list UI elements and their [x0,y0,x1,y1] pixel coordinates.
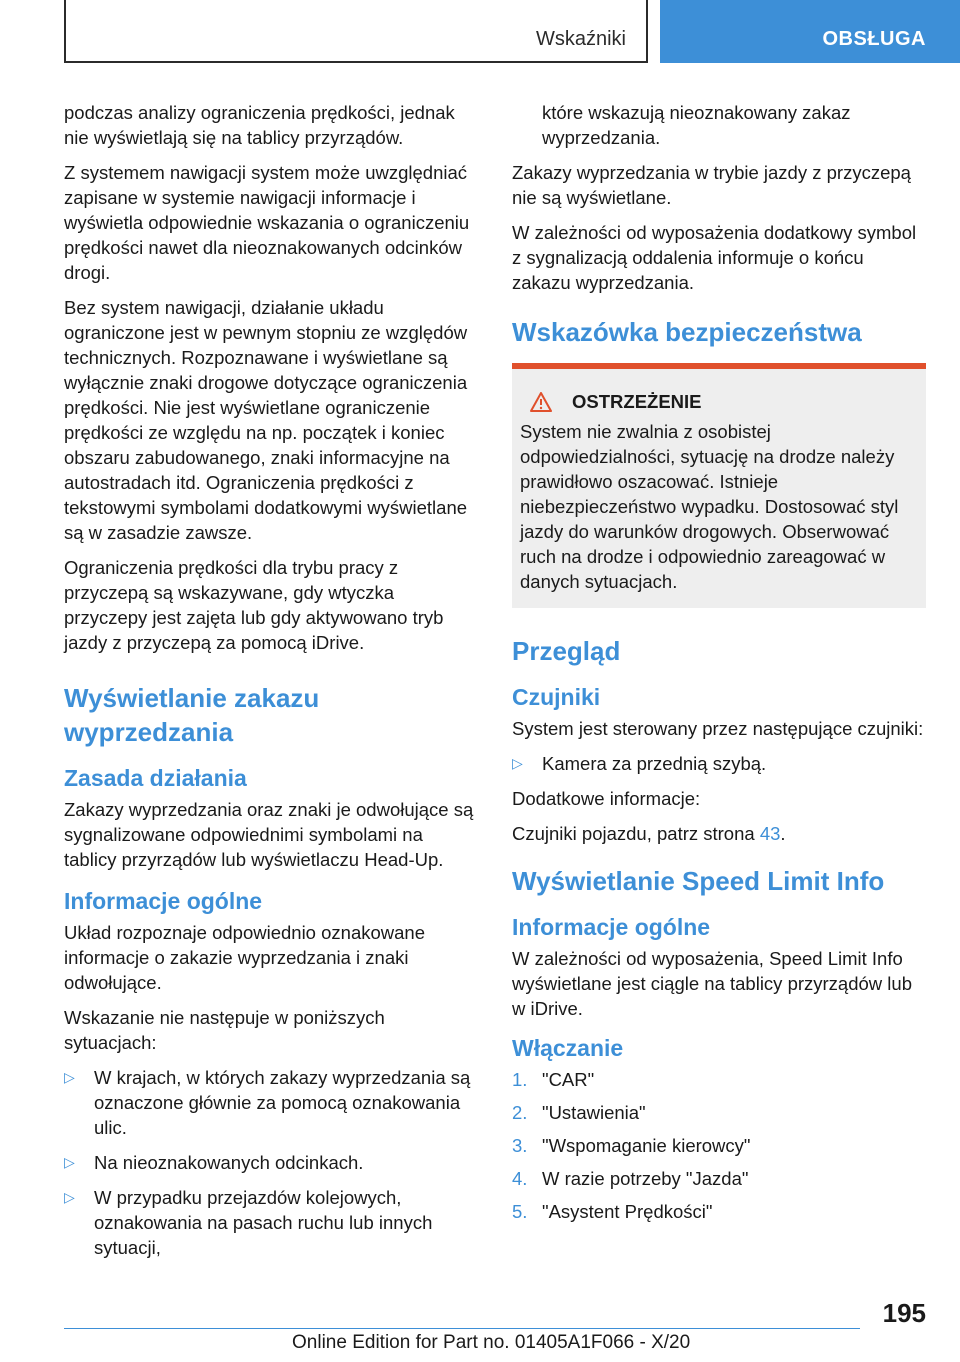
heading-safety-note: Wskazówka bezpieczeństwa [512,317,862,347]
triangle-right-icon: ▷ [512,755,523,771]
paragraph: Ograniczenia prędkości dla trybu pracy z przyczepą są wskazywane, gdy wtyczka przyczepy jest zajęta lub gdy aktywowano tryb jazdy z przyczepą za pomocą iDrive. [64,557,444,653]
warning-triangle-icon [530,392,552,412]
list-item: ▷ Na nieoznakowanych odcinkach. [64,1152,364,1173]
triangle-right-icon: ▷ [64,1069,75,1085]
left-column [64,100,478,1270]
heading-general-info: Informacje ogólne [512,914,711,940]
triangle-right-icon: ▷ [64,1189,75,1205]
heading-speed-limit-info: Wyświetlanie Speed Limit Info [512,866,885,896]
paragraph: Zakazy wyprzedzania w trybie jazdy z przyczepą nie są wyświetlane. [512,162,911,208]
heading-sensors: Czujniki [512,684,601,710]
page-link[interactable]: 43 [759,823,781,844]
list-item: 4. W razie potrzeby "Jazda" [512,1168,749,1189]
paragraph: System jest sterowany przez następujące czujniki: [512,718,924,739]
situation-list [64,1065,478,1260]
warning-header [520,391,918,413]
list-item: ▷ Kamera za przednią szybą. [512,753,767,774]
chapter-tab[interactable] [660,0,960,63]
paragraph: Zakazy wyprzedzania oraz znaki je odwołujące są sygnalizowane odpowiednimi symbolami na tablicy przyrządów lub wyświetlaczu Head-Up. [64,799,474,870]
list-item: 3. "Wspomaganie kierowcy" [512,1135,751,1156]
paragraph: Bez system nawigacji, działanie układu ograniczone jest w pewnym stopniu ze względów technicznych. Rozpoznawane i wyświetlane są wyłącznie znaki drogowe dotyczące ograniczenia prędkości. Nie jest wyświetlane ograniczenie prędkości ze względu na np. początek i koniec obszaru zabudowanego, znaki informacyjne na autostradach itd. Ograniczenia prędkości z tekstowymi symbolami dodatkowymi wyświetlane są w zasadzie zawsze. [64,297,468,543]
paragraph: Układ rozpoznaje odpowiednio oznakowane informacje o zakazie wyprzedzania i znaki odwołujące. [64,922,425,993]
steps-list [512,1067,926,1224]
heading-enable: Włączanie [512,1035,624,1061]
footer-divider [64,1328,860,1329]
section-title: Wskaźniki [535,28,626,50]
edition-note: Online Edition for Part no. 01405A1F066 - X/20 [292,1332,691,1353]
paragraph: Dodatkowe informacje: [512,788,701,809]
paragraph-continued: które wskazują nieoznakowany zakaz wyprzedzania. [542,102,851,148]
list-item: ▷ W krajach, w których zakazy wyprzedzania są oznaczone głównie za pomocą oznakowania ulic. [64,1067,471,1138]
warning-text: System nie zwalnia z osobistej odpowiedzialności, sytuację na drodze należy prawidłowo oszacować. Istnieje niebezpieczeństwo wypadku. Dostosować styl jazdy do warunków drogowych. Obserwować ruch na drodze i odpowiednio zareagować w danych sytuacjach. [520,421,899,592]
paragraph: W zależności od wyposażenia dodatkowy symbol z sygnalizacją oddalenia informuje o końcu zakazu wyprzedzania. [512,222,917,293]
paragraph-with-link: Czujniki pojazdu, patrz strona 43. [512,823,786,844]
list-item: 2. "Ustawienia" [512,1102,646,1123]
page-number: 195 [882,1298,926,1328]
sensor-list [512,751,926,776]
right-column [512,100,926,1234]
paragraph: podczas analizy ograniczenia prędkości, jednak nie wyświetlają się na tablicy przyrządów. [64,102,455,148]
header-frame [64,0,648,63]
list-item: 1. "CAR" [512,1069,595,1090]
heading-principle: Zasada działania [64,765,247,791]
heading-general-info: Informacje ogólne [64,888,263,914]
heading-overtake-display: Wyświetlanie zakazu wyprzedzania [64,683,320,747]
warning-box [512,363,926,608]
triangle-right-icon: ▷ [64,1154,75,1170]
paragraph: W zależności od wyposażenia, Speed Limit Info wyświetlane jest ciągle na tablicy przyrządów lub w iDrive. [512,948,912,1019]
list-item: 5. "Asystent Prędkości" [512,1201,713,1222]
chapter-tab-label: OBSŁUGA [822,28,926,50]
paragraph: Wskazanie nie następuje w poniższych sytuacjach: [64,1007,385,1053]
paragraph: Z systemem nawigacji system może uwzględniać zapisane w systemie nawigacji informacje i wyświetla odpowiednie wskazania o ograniczeniu prędkości nawet dla nieoznakowanych odcinków drogi. [64,162,470,283]
list-item: ▷ W przypadku przejazdów kolejowych, oznakowania na pasach ruchu lub innych sytuacji, [64,1187,433,1258]
warning-title: OSTRZEŻENIE [572,391,702,412]
heading-overview: Przegląd [512,636,621,666]
